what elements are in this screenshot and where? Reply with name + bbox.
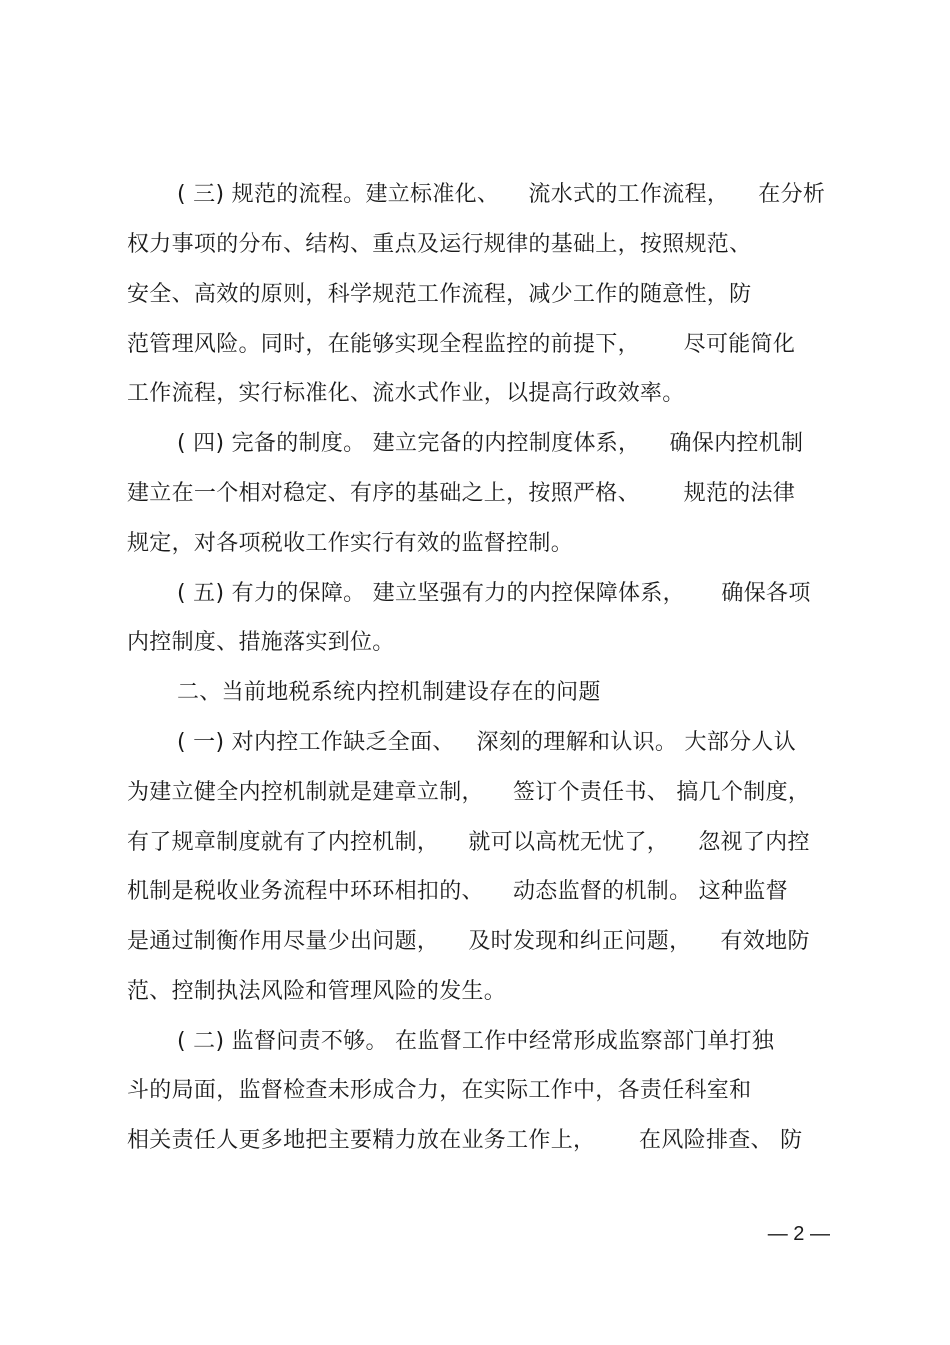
paragraph-line: 范、控制执法风险和管理风险的发生。 xyxy=(127,979,507,1004)
paragraph-line: 建立在一个相对稳定、有序的基础之上，按照严格、 规范的法律 xyxy=(127,481,796,506)
paragraph-line: 工作流程，实行标准化、流水式作业，以提高行政效率。 xyxy=(127,381,685,406)
paragraph-line: 安全、高效的原则，科学规范工作流程，减少工作的随意性，防 xyxy=(127,282,752,307)
paragraph-line: ( 五) 有力的保障。 建立坚强有力的内控保障体系， 确保各项 xyxy=(177,581,811,606)
page-number: — 2 — xyxy=(767,1223,830,1245)
paragraph-line: 相关责任人更多地把主要精力放在业务工作上， 在风险排查、 防 xyxy=(127,1128,803,1153)
section-heading: 二、当前地税系统内控机制建设存在的问题 xyxy=(177,680,601,705)
paragraph-line: 机制是税收业务流程中环环相扣的、 动态监督的机制。 这种监督 xyxy=(127,879,788,904)
paragraph-line: 权力事项的分布、结构、重点及运行规律的基础上，按照规范、 xyxy=(127,232,752,257)
paragraph-line: ( 四) 完备的制度。 建立完备的内控制度体系， 确保内控机制 xyxy=(177,431,804,456)
paragraph-line: ( 三) 规范的流程。建立标准化、 流水式的工作流程， 在分析 xyxy=(177,182,826,207)
paragraph-line: 为建立健全内控机制就是建章立制， 签订个责任书、 搞几个制度， xyxy=(127,780,811,805)
paragraph-line: 内控制度、措施落实到位。 xyxy=(127,630,395,655)
paragraph-line: 有了规章制度就有了内控机制， 就可以高枕无忧了， 忽视了内控 xyxy=(127,830,810,855)
paragraph-line: ( 二) 监督问责不够。 在监督工作中经常形成监察部门单打独 xyxy=(177,1029,775,1054)
paragraph-line: ( 一) 对内控工作缺乏全面、 深刻的理解和认识。 大部分人认 xyxy=(177,730,797,755)
paragraph-line: 斗的局面，监督检查未形成合力，在实际工作中，各责任科室和 xyxy=(127,1078,752,1103)
paragraph-line: 是通过制衡作用尽量少出问题， 及时发现和纠正问题， 有效地防 xyxy=(127,929,810,954)
paragraph-line: 规定，对各项税收工作实行有效的监督控制。 xyxy=(127,531,574,556)
paragraph-line: 范管理风险。同时，在能够实现全程监控的前提下， 尽可能简化 xyxy=(127,332,796,357)
